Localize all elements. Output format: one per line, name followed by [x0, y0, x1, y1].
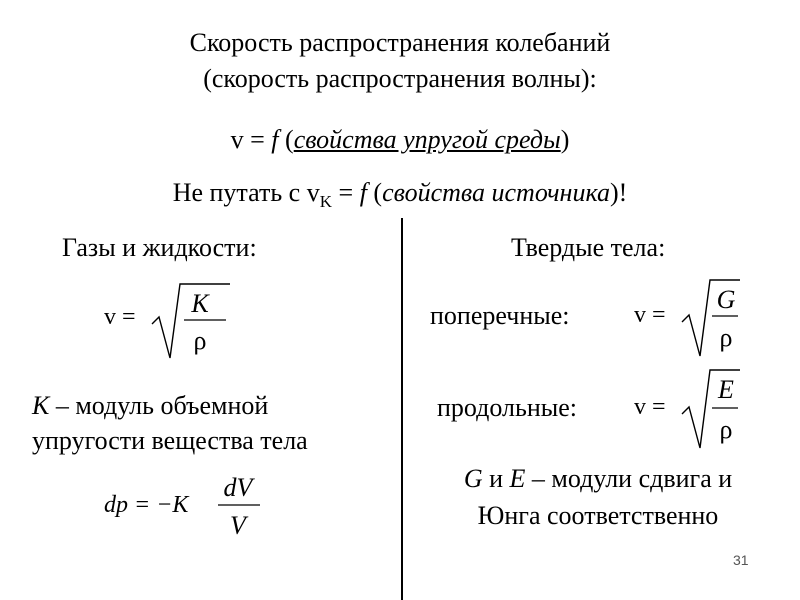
main-eq-lhs: v = — [230, 125, 272, 154]
left-heading: Газы и жидкости: — [62, 233, 257, 262]
left-sqrt-formula — [100, 272, 230, 362]
warning-f: f — [359, 178, 367, 207]
right-desc-line-1 — [426, 463, 770, 495]
transverse-num: G — [716, 285, 736, 314]
longitudinal-sqrt-formula — [630, 360, 740, 452]
transverse-lhs: v = — [634, 302, 666, 328]
transverse-den: ρ — [719, 323, 733, 352]
main-equation — [0, 124, 800, 156]
transverse-label: поперечные: — [430, 301, 570, 330]
left-desc-text: – модуль объемной — [49, 391, 269, 420]
left-formula-num: K — [191, 289, 209, 318]
longitudinal-den: ρ — [719, 415, 733, 444]
pressure-equation — [100, 470, 280, 542]
pressure-eq-lhs: dp = −K — [104, 492, 189, 518]
longitudinal-num: E — [718, 375, 734, 404]
transverse-sqrt-formula — [630, 270, 740, 360]
title-line-1: Скорость распространения колебаний — [189, 28, 611, 57]
title-line-2: (скорость распространения волны): — [203, 64, 597, 93]
page-number: 31 — [733, 552, 749, 568]
right-heading: Твердые тела: — [511, 233, 666, 262]
left-desc-line-1 — [32, 390, 268, 422]
warning-open: ( — [366, 178, 383, 207]
main-eq-properties: свойства упругой среды — [293, 125, 561, 154]
right-desc-G: G — [463, 464, 483, 493]
left-formula-lhs: v = — [104, 304, 136, 330]
left-desc-line-2: упругости вещества тела — [32, 426, 308, 455]
right-desc-line-2: Юнга соответственно — [477, 501, 719, 530]
right-desc-text: – модули сдвига и — [525, 464, 733, 493]
left-formula-den: ρ — [193, 326, 207, 355]
main-eq-f: f — [271, 125, 279, 154]
pressure-eq-den: V — [230, 511, 246, 540]
warning-line — [0, 177, 800, 218]
right-desc-E: E — [509, 464, 526, 493]
left-desc-symbol: K — [32, 391, 50, 420]
warning-subscript: K — [319, 192, 333, 211]
warning-properties: свойства источника — [382, 178, 610, 207]
longitudinal-lhs: v = — [634, 394, 666, 420]
warning-prefix: Не путать с v — [172, 178, 320, 207]
pressure-eq-num: dV — [223, 473, 253, 502]
right-desc-and: и — [482, 464, 510, 493]
longitudinal-label: продольные: — [437, 393, 578, 422]
main-eq-open: ( — [278, 125, 294, 154]
warning-eq: = — [332, 178, 360, 207]
warning-close: )! — [609, 178, 628, 207]
main-eq-close: ) — [560, 125, 570, 154]
column-divider — [401, 218, 403, 600]
